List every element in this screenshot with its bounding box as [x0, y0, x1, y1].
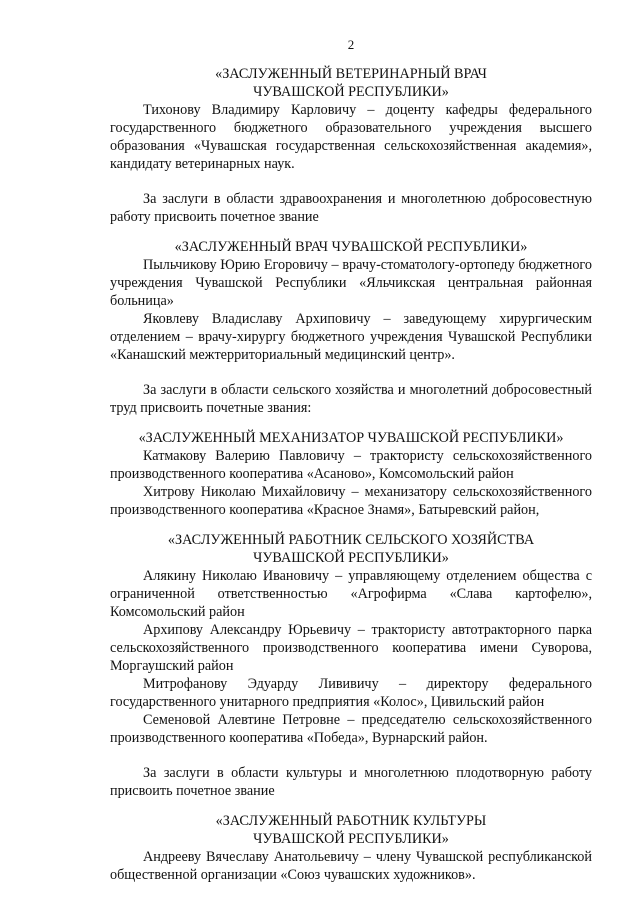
block-spacer — [110, 58, 592, 65]
document-body — [110, 58, 592, 884]
award-title-line: «ЗАСЛУЖЕННЫЙ МЕХАНИЗАТОР ЧУВАШСКОЙ РЕСПУБЛИКИ» — [138, 430, 564, 446]
award-title-line: ЧУВАШСКОЙ РЕСПУБЛИКИ» — [253, 550, 449, 566]
block-spacer — [110, 364, 592, 381]
block-spacer — [110, 417, 592, 429]
paragraph: Катмакову Валерию Павловичу – трактористу сельскохозяйственного производственного кооператива «Асаново», Комсомольский район — [110, 448, 592, 482]
award-title-line: «ЗАСЛУЖЕННЫЙ ВРАЧ ЧУВАШСКОЙ РЕСПУБЛИКИ» — [174, 239, 528, 255]
page-number: 2 — [347, 37, 355, 52]
award-title-line: ЧУВАШСКОЙ РЕСПУБЛИКИ» — [253, 831, 449, 847]
award-title-line: «ЗАСЛУЖЕННЫЙ ВЕТЕРИНАРНЫЙ ВРАЧ — [215, 66, 487, 82]
block-spacer — [110, 747, 592, 764]
block-spacer — [110, 800, 592, 812]
paragraph: Семеновой Алевтине Петровне – председателю сельскохозяйственного производственного кооператива «Победа», Вурнарский район. — [110, 712, 592, 746]
award-title-line: «ЗАСЛУЖЕННЫЙ РАБОТНИК КУЛЬТУРЫ — [215, 813, 487, 829]
block-spacer — [110, 519, 592, 531]
block-spacer — [110, 226, 592, 238]
paragraph: Алякину Николаю Ивановичу – управляющему отделением общества с ограниченной ответственностью «Агрофирма «Слава картофелю», Комсомольский район — [110, 568, 592, 620]
award-title-line: ЧУВАШСКОЙ РЕСПУБЛИКИ» — [253, 84, 449, 100]
paragraph: Архипову Александру Юрьевичу – трактористу автотракторного парка сельскохозяйственного производственного кооператива имени Суворова, Моргаушский район — [110, 622, 592, 674]
paragraph: Митрофанову Эдуарду Лививичу – директору федерального государственного унитарного предприятия «Колос», Цивильский район — [110, 676, 592, 710]
paragraph: Хитрову Николаю Михайловичу – механизатору сельскохозяйственного производственного кооператива «Красное Знамя», Батыревский район, — [110, 484, 592, 518]
paragraph: Тихонову Владимиру Карловичу – доценту кафедры федерального государственного бюджетного образовательного учреждения высшего образования «Чувашская государственная сельскохозяйственная академия», кандидату ветеринарных наук. — [110, 102, 592, 172]
paragraph: Андрееву Вячеславу Анатольевичу – члену Чувашской республиканской общественной организации «Союз чувашских художников». — [110, 849, 592, 883]
paragraph: За заслуги в области здравоохранения и многолетнюю добросовестную работу присвоить почетное звание — [110, 191, 592, 225]
paragraph: Яковлеву Владиславу Архиповичу – заведующему хирургическим отделением – врачу-хирургу бюджетного учреждения Чувашской Республики «Канашский межтерриториальный медицинский центр». — [110, 311, 592, 363]
award-title-line: «ЗАСЛУЖЕННЫЙ РАБОТНИК СЕЛЬСКОГО ХОЗЯЙСТВА — [167, 532, 535, 548]
paragraph: Пыльчикову Юрию Егоровичу – врачу-стоматологу-ортопеду бюджетного учреждения Чувашской Республики «Яльчикская центральная районная больница» — [110, 257, 592, 309]
block-spacer — [110, 173, 592, 190]
paragraph: За заслуги в области культуры и многолетнюю плодотворную работу присвоить почетное звание — [110, 765, 592, 799]
paragraph: За заслуги в области сельского хозяйства и многолетний добросовестный труд присвоить почетные звания: — [110, 382, 592, 416]
